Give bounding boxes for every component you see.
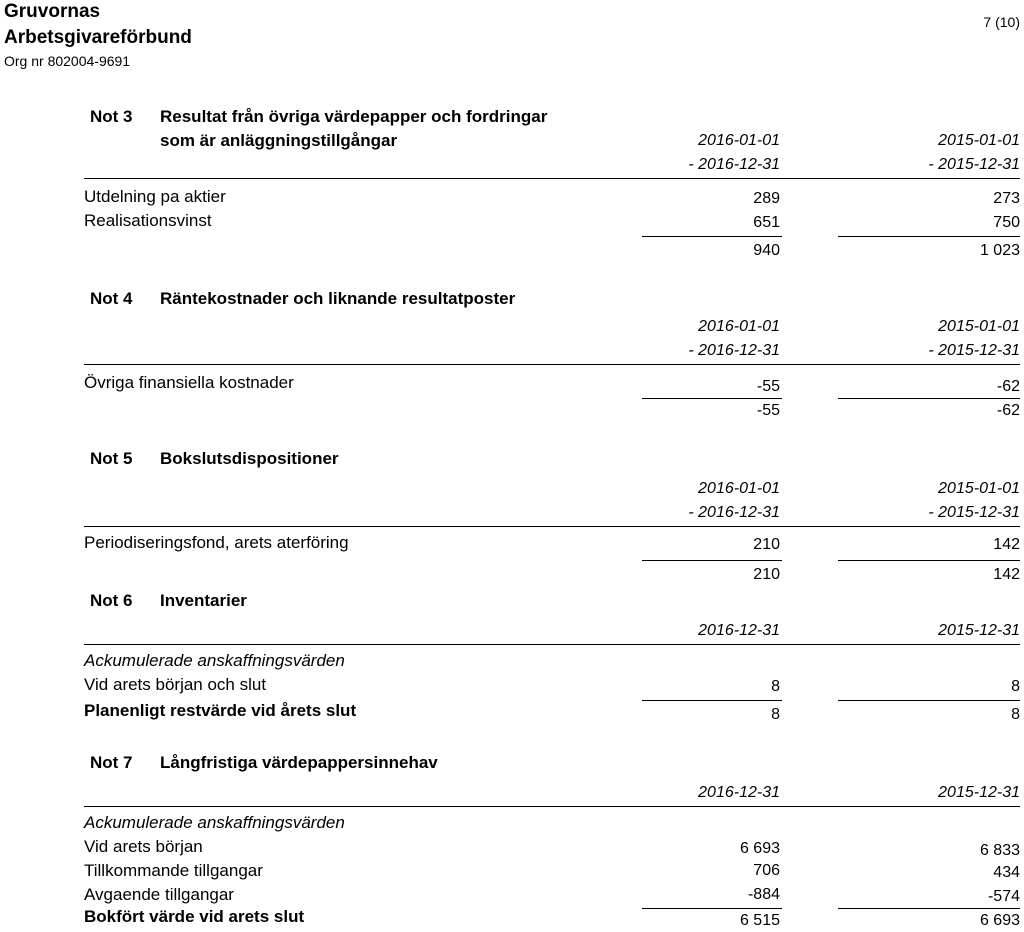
note3-number: Not 3 (90, 107, 133, 126)
note4-col-a-line2: - 2016-12-31 (688, 342, 780, 359)
note6-row-value-2015: 8 (1011, 678, 1020, 695)
note7-number: Not 7 (90, 753, 133, 772)
note3-row-value-2016: 289 (753, 190, 780, 207)
note5-title: Bokslutsdispositioner (160, 449, 339, 468)
note3-title-line2: som är anläggningstillgångar (160, 131, 398, 150)
note7-row-label: Vid arets början (84, 837, 203, 856)
note3-total-2015: 1 023 (979, 242, 1020, 259)
note7-row-label: Tillkommande tillgangar (84, 861, 263, 880)
note7-col-b: 2015-12-31 (938, 784, 1020, 801)
note6-number: Not 6 (90, 591, 133, 610)
note7-row-value-2015: 6 833 (979, 842, 1020, 859)
note5-row-value-2015: 142 (993, 536, 1020, 553)
note7-total-2015: 6 693 (979, 912, 1020, 929)
note7-row-value-2016: 6 693 (739, 840, 780, 857)
note4-col-a-line1: 2016-01-01 (698, 318, 780, 335)
note3-sum-rule-2016 (642, 236, 782, 237)
note7-row-value-2015: -574 (987, 888, 1020, 905)
note5-number: Not 5 (90, 449, 133, 468)
page-number: 7 (10) (983, 14, 1020, 30)
note3-row-value-2015: 273 (993, 190, 1020, 207)
note3-row-label: Realisationsvinst (84, 211, 212, 230)
note7-total-label: Bokfört värde vid arets slut (84, 907, 305, 926)
note5-header-rule (84, 526, 1020, 527)
note4-row-value-2015: -62 (996, 378, 1020, 395)
note7-total-2016: 6 515 (739, 912, 780, 929)
note6-total-2016: 8 (771, 706, 780, 723)
note3-col-b-line2: - 2015-12-31 (928, 156, 1020, 173)
note4-row-value-2016: -55 (756, 378, 780, 395)
note7-row-value-2016: 706 (753, 862, 780, 879)
note4-sum-rule-2015 (838, 398, 1020, 399)
note6-header-rule (84, 644, 1020, 645)
note7-title: Långfristiga värdepappersinnehav (160, 753, 438, 772)
note6-sum-rule-2016 (642, 700, 782, 701)
note7-sum-rule-2015 (838, 908, 1020, 909)
note5-total-2015: 142 (993, 566, 1020, 583)
note7-row-label: Avgaende tillgangar (84, 885, 234, 904)
note3-header-rule (84, 178, 1020, 179)
note4-row-label: Övriga finansiella kostnader (84, 373, 294, 392)
note6-title: Inventarier (160, 591, 247, 610)
note3-row-value-2015: 750 (993, 214, 1020, 231)
note3-title-line1: Resultat från övriga värdepapper och fordringar (160, 107, 548, 126)
note6-total-2015: 8 (1011, 706, 1020, 723)
note5-total-2016: 210 (753, 566, 780, 583)
note3-col-a-line2: - 2016-12-31 (688, 156, 780, 173)
note6-col-a: 2016-12-31 (698, 622, 780, 639)
note5-row-label: Periodiseringsfond, arets aterföring (84, 533, 349, 552)
note4-col-b-line2: - 2015-12-31 (928, 342, 1020, 359)
note6-total-label: Planenligt restvärde vid årets slut (84, 701, 357, 720)
note5-col-a-line1: 2016-01-01 (698, 480, 780, 497)
note5-sum-rule-2015 (838, 560, 1020, 561)
note4-number: Not 4 (90, 289, 133, 308)
note7-subheading: Ackumulerade anskaffningsvärden (84, 813, 345, 832)
note3-sum-rule-2015 (838, 236, 1020, 237)
note4-header-rule (84, 364, 1020, 365)
note3-col-a-line1: 2016-01-01 (698, 132, 780, 149)
note6-row-value-2016: 8 (771, 678, 780, 695)
org-name-line1: Gruvornas (4, 1, 101, 22)
note5-col-b-line2: - 2015-12-31 (928, 504, 1020, 521)
note5-col-b-line1: 2015-01-01 (938, 480, 1020, 497)
note3-total-2016: 940 (753, 242, 780, 259)
org-name-line2: Arbetsgivareförbund (4, 27, 192, 48)
note4-title: Räntekostnader och liknande resultatposter (160, 289, 516, 308)
note5-col-a-line2: - 2016-12-31 (688, 504, 780, 521)
note4-total-2016: -55 (756, 402, 780, 419)
note7-header-rule (84, 806, 1020, 807)
note4-sum-rule-2016 (642, 398, 782, 399)
note5-row-value-2016: 210 (753, 536, 780, 553)
note6-col-b: 2015-12-31 (938, 622, 1020, 639)
note4-total-2015: -62 (996, 402, 1020, 419)
note5-sum-rule-2016 (642, 560, 782, 561)
note7-row-value-2015: 434 (993, 864, 1020, 881)
note7-col-a: 2016-12-31 (698, 784, 780, 801)
note6-subheading: Ackumulerade anskaffningsvärden (84, 651, 345, 670)
note3-row-label: Utdelning pa aktier (84, 187, 226, 206)
note4-col-b-line1: 2015-01-01 (938, 318, 1020, 335)
note6-row-label: Vid arets början och slut (84, 675, 267, 694)
note3-row-value-2016: 651 (753, 214, 780, 231)
note7-row-value-2016: -884 (747, 886, 780, 903)
note3-col-b-line1: 2015-01-01 (938, 132, 1020, 149)
org-number: Org nr 802004-9691 (4, 53, 131, 69)
note6-sum-rule-2015 (838, 700, 1020, 701)
note7-sum-rule-2016 (642, 908, 782, 909)
